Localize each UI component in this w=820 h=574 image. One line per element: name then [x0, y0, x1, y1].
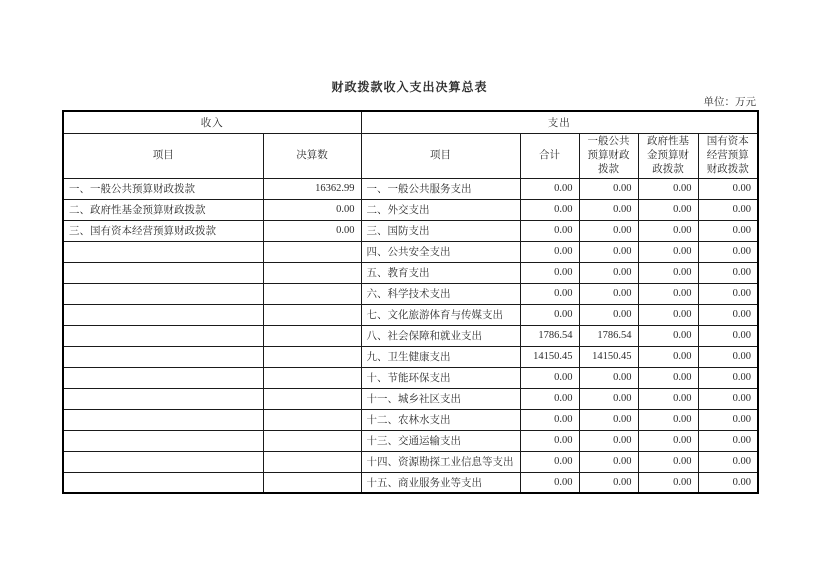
expense-item-cell: 三、国防支出: [361, 220, 520, 241]
state-capital-cell: 0.00: [698, 220, 758, 241]
table-row: [63, 451, 758, 472]
income-value-cell: [263, 346, 361, 367]
expense-item-cell: 十五、商业服务业等支出: [361, 472, 520, 493]
expense-total-cell: 0.00: [520, 304, 579, 325]
gov-fund-cell: 0.00: [638, 346, 698, 367]
expense-total-cell: 0.00: [520, 367, 579, 388]
state-capital-cell: 0.00: [698, 283, 758, 304]
col-header-gov-fund: 政府性基金预算财政拨款: [638, 133, 698, 178]
income-item-cell: 二、政府性基金预算财政拨款: [63, 199, 263, 220]
income-value-cell: [263, 451, 361, 472]
expense-item-cell: 一、一般公共服务支出: [361, 178, 520, 199]
expense-item-cell: 十一、城乡社区支出: [361, 388, 520, 409]
state-capital-cell: 0.00: [698, 367, 758, 388]
expense-item-cell: 十四、资源勘探工业信息等支出: [361, 451, 520, 472]
state-capital-cell: 0.00: [698, 451, 758, 472]
general-budget-cell: 0.00: [579, 451, 638, 472]
gov-fund-cell: 0.00: [638, 178, 698, 199]
general-budget-cell: 0.00: [579, 262, 638, 283]
state-capital-cell: 0.00: [698, 346, 758, 367]
col-header-income-value: 决算数: [263, 133, 361, 178]
state-capital-cell: 0.00: [698, 241, 758, 262]
income-value-cell: [263, 325, 361, 346]
income-item-cell: [63, 325, 263, 346]
table-row: [63, 388, 758, 409]
state-capital-cell: 0.00: [698, 262, 758, 283]
page-title: 财政拨款收入支出决算总表: [331, 80, 488, 94]
expense-item-cell: 四、公共安全支出: [361, 241, 520, 262]
table-row: [63, 304, 758, 325]
general-budget-cell: 0.00: [579, 220, 638, 241]
income-value-cell: 0.00: [263, 220, 361, 241]
table-row: [63, 472, 758, 493]
state-capital-cell: 0.00: [698, 472, 758, 493]
income-value-cell: [263, 262, 361, 283]
table-row: [63, 367, 758, 388]
section-header-row: [63, 111, 758, 133]
income-item-cell: [63, 430, 263, 451]
expense-total-cell: 0.00: [520, 220, 579, 241]
general-budget-cell: 0.00: [579, 178, 638, 199]
table-row: [63, 325, 758, 346]
general-budget-cell: 0.00: [579, 241, 638, 262]
unit-label: 单位：万元: [703, 97, 756, 108]
state-capital-cell: 0.00: [698, 430, 758, 451]
gov-fund-cell: 0.00: [638, 388, 698, 409]
gov-fund-cell: 0.00: [638, 283, 698, 304]
income-item-cell: [63, 388, 263, 409]
general-budget-cell: 0.00: [579, 283, 638, 304]
expense-total-cell: 1786.54: [520, 325, 579, 346]
gov-fund-cell: 0.00: [638, 409, 698, 430]
expense-total-cell: 0.00: [520, 388, 579, 409]
income-item-cell: 三、国有资本经营预算财政拨款: [63, 220, 263, 241]
income-item-cell: [63, 472, 263, 493]
table-row: [63, 262, 758, 283]
expense-total-cell: 0.00: [520, 283, 579, 304]
income-item-cell: [63, 304, 263, 325]
table-row: [63, 409, 758, 430]
table-row: [63, 178, 758, 199]
expense-item-cell: 二、外交支出: [361, 199, 520, 220]
general-budget-cell: 0.00: [579, 472, 638, 493]
income-item-cell: [63, 367, 263, 388]
general-budget-cell: 0.00: [579, 367, 638, 388]
expense-total-cell: 0.00: [520, 430, 579, 451]
col-header-total: 合计: [520, 133, 579, 178]
expense-item-cell: 十、节能环保支出: [361, 367, 520, 388]
table-row: [63, 199, 758, 220]
income-value-cell: [263, 388, 361, 409]
expense-total-cell: 0.00: [520, 262, 579, 283]
expense-total-cell: 0.00: [520, 178, 579, 199]
table-row: [63, 430, 758, 451]
income-item-cell: [63, 262, 263, 283]
state-capital-cell: 0.00: [698, 325, 758, 346]
expense-item-cell: 十二、农林水支出: [361, 409, 520, 430]
gov-fund-cell: 0.00: [638, 220, 698, 241]
state-capital-cell: 0.00: [698, 409, 758, 430]
expense-item-cell: 八、社会保障和就业支出: [361, 325, 520, 346]
expense-total-cell: 0.00: [520, 241, 579, 262]
income-value-cell: [263, 241, 361, 262]
expense-total-cell: 0.00: [520, 451, 579, 472]
expense-item-cell: 六、科学技术支出: [361, 283, 520, 304]
state-capital-cell: 0.00: [698, 178, 758, 199]
general-budget-cell: 1786.54: [579, 325, 638, 346]
income-item-cell: [63, 451, 263, 472]
income-value-cell: [263, 304, 361, 325]
state-capital-cell: 0.00: [698, 388, 758, 409]
col-header-state-capital: 国有资本经营预算财政拨款: [698, 133, 758, 178]
general-budget-cell: 0.00: [579, 430, 638, 451]
gov-fund-cell: 0.00: [638, 325, 698, 346]
state-capital-cell: 0.00: [698, 199, 758, 220]
table-row: [63, 283, 758, 304]
expense-item-cell: 九、卫生健康支出: [361, 346, 520, 367]
gov-fund-cell: 0.00: [638, 262, 698, 283]
col-header-general-budget: 一般公共预算财政拨款: [579, 133, 638, 178]
gov-fund-cell: 0.00: [638, 451, 698, 472]
income-value-cell: [263, 472, 361, 493]
table-row: [63, 346, 758, 367]
general-budget-cell: 14150.45: [579, 346, 638, 367]
general-budget-cell: 0.00: [579, 199, 638, 220]
table-row: [63, 241, 758, 262]
gov-fund-cell: 0.00: [638, 472, 698, 493]
expense-item-cell: 十三、交通运输支出: [361, 430, 520, 451]
income-item-cell: [63, 283, 263, 304]
general-budget-cell: 0.00: [579, 409, 638, 430]
table-row: [63, 220, 758, 241]
gov-fund-cell: 0.00: [638, 199, 698, 220]
income-item-cell: 一、一般公共预算财政拨款: [63, 178, 263, 199]
col-header-expense-item: 项目: [361, 133, 520, 178]
expense-item-cell: 五、教育支出: [361, 262, 520, 283]
expense-item-cell: 七、文化旅游体育与传媒支出: [361, 304, 520, 325]
gov-fund-cell: 0.00: [638, 367, 698, 388]
col-header-income-item: 项目: [63, 133, 263, 178]
income-item-cell: [63, 409, 263, 430]
gov-fund-cell: 0.00: [638, 304, 698, 325]
expense-total-cell: 0.00: [520, 199, 579, 220]
general-budget-cell: 0.00: [579, 388, 638, 409]
income-item-cell: [63, 241, 263, 262]
state-capital-cell: 0.00: [698, 304, 758, 325]
general-budget-cell: 0.00: [579, 304, 638, 325]
budget-summary-table: [62, 110, 759, 494]
expense-section-header: 支出: [361, 111, 758, 133]
income-value-cell: [263, 409, 361, 430]
document-page: [62, 80, 757, 494]
income-value-cell: 0.00: [263, 199, 361, 220]
gov-fund-cell: 0.00: [638, 430, 698, 451]
income-item-cell: [63, 346, 263, 367]
income-section-header: 收入: [63, 111, 361, 133]
expense-total-cell: 14150.45: [520, 346, 579, 367]
income-value-cell: [263, 367, 361, 388]
income-value-cell: 16362.99: [263, 178, 361, 199]
expense-total-cell: 0.00: [520, 409, 579, 430]
column-header-row: [63, 133, 758, 178]
gov-fund-cell: 0.00: [638, 241, 698, 262]
expense-total-cell: 0.00: [520, 472, 579, 493]
income-value-cell: [263, 283, 361, 304]
income-value-cell: [263, 430, 361, 451]
